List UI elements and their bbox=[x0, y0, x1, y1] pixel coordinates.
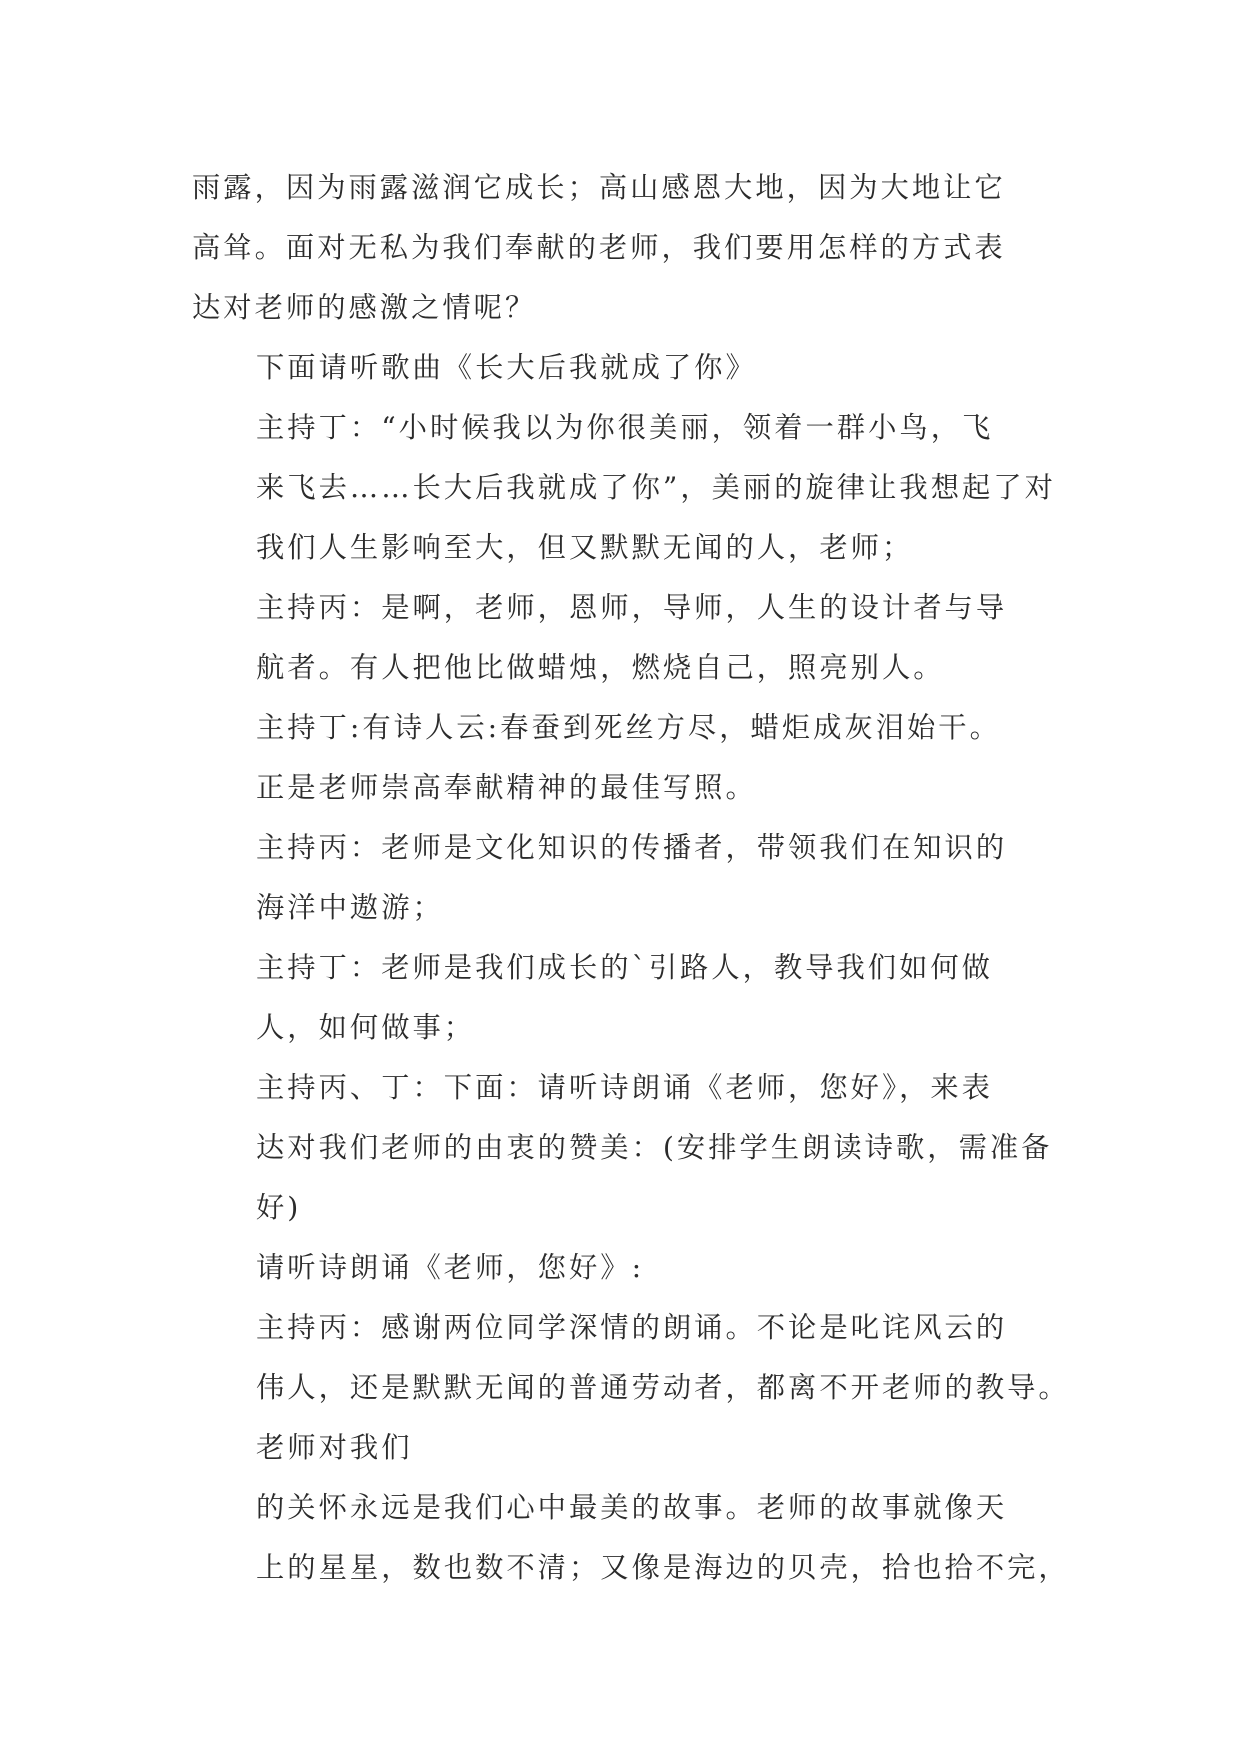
paragraph-line: 主持丁：“小时候我以为你很美丽，领着一群小鸟，飞 bbox=[256, 411, 994, 444]
paragraph-line: 主持丙：是啊，老师，恩师，导师，人生的设计者与导 bbox=[256, 591, 1008, 624]
paragraph-7 bbox=[192, 938, 1052, 1058]
paragraph-line: 达对老师的感激之情呢？ bbox=[192, 291, 537, 324]
paragraph-line: 主持丙、丁：下面：请听诗朗诵《老师，您好》，来表 bbox=[256, 1071, 993, 1104]
paragraph-6 bbox=[192, 818, 1052, 938]
paragraph-line: 高耸。面对无私为我们奉献的老师，我们要用怎样的方式表 bbox=[192, 231, 1006, 264]
paragraph-1 bbox=[192, 158, 1052, 338]
paragraph-line: 伟人，还是默默无闻的普通劳动者，都离不开老师的教导。 bbox=[256, 1371, 1070, 1404]
paragraph-3 bbox=[192, 398, 1056, 578]
paragraph-line: 正是老师崇高奉献精神的最佳写照。 bbox=[256, 771, 757, 804]
paragraph-2 bbox=[192, 338, 1052, 398]
paragraph-5 bbox=[192, 698, 1052, 818]
paragraph-10 bbox=[192, 1298, 1070, 1478]
paragraph-8 bbox=[192, 1058, 1052, 1238]
paragraph-line: 来飞去……长大后我就成了你”，美丽的旋律让我想起了对 bbox=[256, 471, 1056, 504]
paragraph-line: 海洋中遨游； bbox=[256, 891, 444, 924]
paragraph-line: 好) bbox=[256, 1191, 302, 1224]
paragraph-line: 达对我们老师的由衷的赞美：(安排学生朗读诗歌，需准备 bbox=[256, 1131, 1053, 1164]
paragraph-line: 人，如何做事； bbox=[256, 1011, 476, 1044]
paragraph-line: 老师对我们 bbox=[256, 1431, 413, 1464]
paragraph-9 bbox=[192, 1238, 1052, 1298]
paragraph-line: 主持丁：老师是我们成长的`引路人，教导我们如何做 bbox=[256, 951, 993, 984]
paragraph-11 bbox=[192, 1478, 1070, 1598]
paragraph-line: 雨露，因为雨露滋润它成长；高山感恩大地，因为大地让它 bbox=[192, 171, 1006, 204]
paragraph-line: 上的星星，数也数不清；又像是海边的贝壳，拾也拾不完， bbox=[256, 1551, 1070, 1584]
paragraph-line: 主持丙：老师是文化知识的传播者，带领我们在知识的 bbox=[256, 831, 1008, 864]
paragraph-line: 主持丁:有诗人云:春蚕到死丝方尽，蜡炬成灰泪始干。 bbox=[256, 711, 1001, 744]
paragraph-4 bbox=[192, 578, 1052, 698]
paragraph-line: 主持丙：感谢两位同学深情的朗诵。不论是叱诧风云的 bbox=[256, 1311, 1008, 1344]
paragraph-line: 航者。有人把他比做蜡烛，燃烧自己，照亮别人。 bbox=[256, 651, 945, 684]
paragraph-line: 请听诗朗诵《老师，您好》: bbox=[256, 1251, 645, 1284]
paragraph-line: 我们人生影响至大，但又默默无闻的人，老师； bbox=[256, 531, 914, 564]
paragraph-line: 的关怀永远是我们心中最美的故事。老师的故事就像天 bbox=[256, 1491, 1008, 1524]
document-body bbox=[192, 158, 1070, 1598]
paragraph-line: 下面请听歌曲《长大后我就成了你》 bbox=[256, 351, 757, 384]
